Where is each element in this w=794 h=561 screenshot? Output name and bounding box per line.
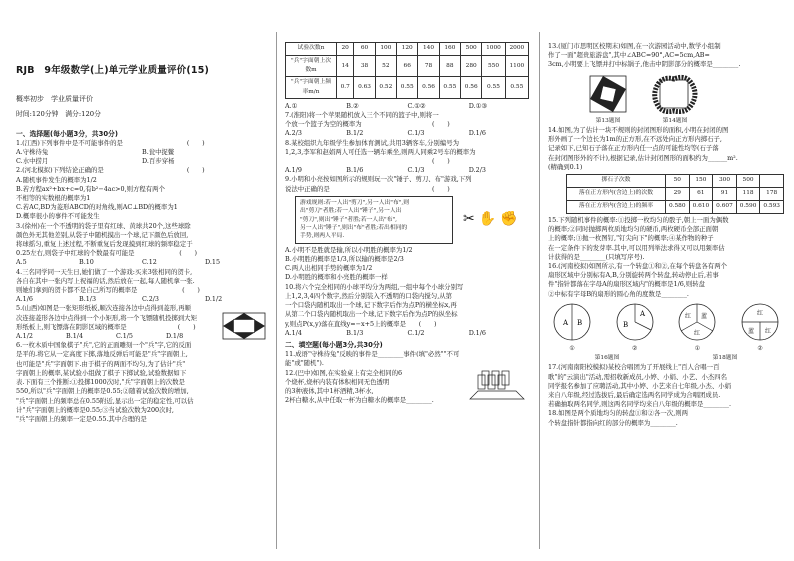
column-3 bbox=[548, 0, 784, 561]
spinner-18-1 bbox=[677, 302, 717, 354]
question-6: 6.一枚木质中国象棋子"兵",它的正面雕刻一个"兵"字,它的反面 bbox=[16, 341, 192, 350]
table-cell: 0.56 bbox=[461, 77, 482, 98]
figures-13-14 bbox=[588, 74, 784, 126]
table-cell: 0.55 bbox=[482, 77, 505, 98]
question-3: 3.(徐州)在一个不透明的袋子里有红球、黄球共20个,这些球除 bbox=[16, 221, 191, 230]
question-text: 来自八年级,经过选拔后,最后确定选两名同学成为合唱团成员. bbox=[548, 391, 721, 400]
question-text: 能"或"随机"). bbox=[285, 359, 324, 368]
table-cell: 掷石子次数 bbox=[567, 175, 666, 188]
question-text: 计获得的是________(只填写序号). bbox=[548, 252, 645, 261]
column-divider bbox=[276, 32, 277, 549]
question-text: 件"指针都落在字母A的扇形区域内"的概率是1/6,则转盘 bbox=[548, 280, 706, 289]
table-cell: 2000 bbox=[505, 43, 528, 56]
question-text: 是平的.将它从一定高度下掷,落地反弹后可能是"兵"字面朝上, bbox=[16, 350, 188, 359]
table-cell: 0.593 bbox=[760, 201, 784, 214]
column-divider bbox=[539, 32, 540, 549]
table-cell: 160 bbox=[439, 43, 460, 56]
question-14: 14.如图,为了估计一块不规则的封闭图形的面积,小明在封闭的图 bbox=[548, 126, 729, 135]
option-text: D.小明胜的概率和小亮胜的概率一样 bbox=[285, 273, 388, 282]
table-row bbox=[286, 77, 529, 98]
question-text: 作了一面"超贵旅游盘",其中∠ABC=90°,AC=5cm,AB= bbox=[548, 51, 710, 60]
table-cell: 61 bbox=[689, 188, 713, 201]
question-text: 0.25左右,则袋子中红球的个数最有可能是 ( ) bbox=[16, 249, 198, 258]
question-16: 16.(河南校拟)如图所示,有一个转盘①和②,在每个转盘各有两个 bbox=[548, 262, 727, 271]
question-text: "兵"字面朝上的频率一定是0.55.其中合理的是 bbox=[16, 414, 147, 423]
table-row bbox=[567, 201, 784, 214]
table-cell: 100 bbox=[375, 43, 396, 56]
question-text: 3cm,小明要上飞镖并打中标锅子,他击中阴影部分的概率是________. bbox=[548, 60, 741, 69]
question-text: 扇形区域中分别标有A,B,分别旋转两个转盘,转动停止后,若事 bbox=[548, 271, 719, 280]
question-5-block bbox=[16, 304, 268, 341]
question-5: 5.(山西)如图是一张矩形纸板,顺次连接各边中点得到菱形,再顺 bbox=[16, 304, 191, 313]
table-cell: 试验次数n bbox=[286, 43, 337, 56]
question-text: 在一定条件下的发芽率.其中,可以用列举法求得又可以用频率估 bbox=[548, 243, 725, 252]
table-cell bbox=[760, 175, 784, 188]
sector-label: 红 bbox=[756, 309, 763, 317]
table-cell: 0.580 bbox=[665, 201, 689, 214]
table-cell: 88 bbox=[439, 56, 460, 77]
table-cell: 140 bbox=[418, 43, 439, 56]
table-cell: 落在正方形内(含边上)的频率 bbox=[567, 201, 666, 214]
sector-label: 蓝 bbox=[747, 327, 754, 335]
option-text: B.若方程ax²+bx+c=0,有b²−4ac>0,则方程有两个 bbox=[16, 184, 165, 193]
question-4: 4.三名同学同一天生日,她们做了一个游戏:买来3张相同的贺卡, bbox=[16, 267, 193, 276]
table-cell: 178 bbox=[760, 188, 784, 201]
experiment-table bbox=[285, 42, 529, 99]
question-text: ②中标有字母B的扇形的圆心角的度数是________. bbox=[548, 289, 689, 298]
spinner-icon bbox=[677, 302, 717, 342]
question-text: 若确抽取两名同学,则这两名同学均来自八年级的概率是________. bbox=[548, 400, 731, 409]
table-row bbox=[567, 188, 784, 201]
question-12-block bbox=[285, 369, 530, 406]
table-cell: 500 bbox=[736, 175, 760, 188]
question-text: 1,2,3,李军和赵娟两人可任选一辆车乘坐,则两人同乘2号车的概率为 bbox=[285, 147, 476, 156]
question-text: 的3种液体,其中1杯酒精,3杯水, bbox=[285, 386, 374, 395]
question-text: 也可能是"兵"字面朝下.由于棋子的两面不均匀,为了估计"兵" bbox=[16, 359, 186, 368]
question-11: 11.成语"守株待兔"反映的事件是________事件(填"必然""不可 bbox=[285, 350, 460, 359]
column-1 bbox=[16, 0, 268, 561]
table-cell: 29 bbox=[665, 188, 689, 201]
spinner-id: ① bbox=[569, 346, 575, 353]
sector-label: A bbox=[563, 318, 569, 327]
sector-label: 蓝 bbox=[701, 312, 708, 320]
table-cell: 0.52 bbox=[375, 77, 396, 98]
figure-caption: 第16题图 bbox=[594, 355, 620, 362]
table-cell: 66 bbox=[397, 56, 418, 77]
page-subtitle: 概率初步 学业质量评价 bbox=[16, 95, 93, 104]
option-text: 不相等的实数根的概率为1 bbox=[16, 194, 91, 203]
spinner-icon bbox=[552, 302, 592, 342]
question-17: 17.(河南南阳校模拟)某校合唱团为了开展线上"百人合唱一百 bbox=[548, 363, 720, 372]
options: A.2/3 B.1/2 C.1/3 D.1/6 bbox=[285, 129, 486, 138]
figure-13 bbox=[588, 74, 628, 126]
section-heading: 一、选择题(每小题3分，共30分) bbox=[16, 129, 118, 138]
sector-label: 红 bbox=[685, 312, 692, 320]
table-cell: 1000 bbox=[482, 43, 505, 56]
table-row bbox=[286, 56, 529, 77]
question-text: 从第二个口袋内随机取出一个球,记下数字后作为点P的纵坐标 bbox=[285, 310, 458, 319]
question-text: 记录如下,已知石子落在正方形内任一点的可能性均等(石子落 bbox=[548, 144, 719, 153]
question-text: 字面朝上的概率,某试验小组做了棋子下掷试验,试验数据如下 bbox=[16, 368, 187, 377]
table-cell: "兵"字面朝上频率m/n bbox=[286, 77, 337, 98]
question-text: y,则点P(x,y)落在直线y=−x+5上的概率是 ( ) bbox=[285, 319, 437, 328]
section-heading: 二、填空题(每小题3分,共30分) bbox=[285, 340, 383, 349]
table-cell: 550 bbox=[482, 56, 505, 77]
options: A.1/9 B.1/6 C.1/3 D.2/3 bbox=[285, 166, 486, 175]
question-text: (精确到0.1) bbox=[548, 162, 583, 171]
exam-meta: 时间:120分钟 满分:120分 bbox=[16, 110, 101, 119]
column-2 bbox=[285, 0, 530, 561]
spinner-id: ② bbox=[757, 346, 763, 353]
question-text: 颜色外无其他差别,从袋子中随机摸出一个球,记下颜色后放回, bbox=[16, 230, 189, 239]
question-12: 12.(巴中)如图,在实验桌上有完全相同的6 bbox=[285, 368, 403, 377]
question-text: 说法中正确的是 ( ) bbox=[285, 184, 450, 193]
question-text: 同学报名参加了应聘活动,其中小婷、小艺来自七年级,小杰、小娟 bbox=[548, 381, 731, 390]
scissors-icon: ✂ bbox=[463, 211, 479, 228]
options: A.1/4 B.1/3 C.1/2 D.1/6 bbox=[285, 328, 486, 337]
question-text: ( ) bbox=[285, 157, 450, 166]
table-cell: 150 bbox=[689, 175, 713, 188]
table-cell: 0.55 bbox=[397, 77, 418, 98]
spinner-icon bbox=[615, 302, 655, 342]
table-cell: 38 bbox=[354, 56, 375, 77]
spinner-id: ② bbox=[632, 346, 638, 353]
spinner-16-1 bbox=[552, 302, 592, 354]
rectangle-rhombus-figure bbox=[222, 312, 266, 340]
spinner-16-2 bbox=[615, 302, 655, 354]
rock-icon: ✊ bbox=[500, 211, 522, 228]
table-cell: 91 bbox=[713, 188, 737, 201]
table-cell: "兵"字面朝上次数m bbox=[286, 56, 337, 77]
table-cell: 280 bbox=[461, 56, 482, 77]
options: A.5 B.10 C.12 D.15 bbox=[16, 258, 221, 267]
options: A.1/6 B.1/3 C.2/3 D.1/2 bbox=[16, 295, 223, 304]
figure-caption: 第13题图 bbox=[595, 117, 621, 124]
table-cell: 120 bbox=[397, 43, 418, 56]
question-10: 10.将六个完全相同的小球平均分为两组,一组中每个小球分别写 bbox=[285, 282, 464, 291]
table-cell: 0.55 bbox=[505, 77, 528, 98]
figure-caption: 第18题图 bbox=[712, 355, 738, 362]
option-text: A.小明不是胜就是输,所以小明胜的概率为1/2 bbox=[285, 245, 413, 254]
table-cell: 0.590 bbox=[736, 201, 760, 214]
table-row bbox=[286, 43, 529, 56]
table-cell: 1100 bbox=[505, 56, 528, 77]
table-cell: 60 bbox=[354, 43, 375, 56]
table-cell: 0.63 bbox=[354, 77, 375, 98]
question-text: 个转盘指针都指向红的部分的概率为________. bbox=[548, 418, 678, 427]
question-text: 形纸板上,则飞镖落在阴影区域的概率是 ( ) bbox=[16, 322, 196, 331]
sector-label: A bbox=[639, 309, 645, 318]
table-cell: 0.610 bbox=[689, 201, 713, 214]
figure-caption: 第14题图 bbox=[662, 117, 688, 124]
sector-label: 红 bbox=[694, 329, 701, 337]
question-13: 13.(厦门市思明区校期末)如图,在一次游园活动中,数学小组制 bbox=[548, 42, 721, 50]
option-text: A.随机事件发生的概率为1/2 bbox=[16, 175, 97, 184]
stone-throw-table bbox=[566, 174, 784, 214]
question-text: 在封闭图形外的不计),根据记录,估计封闭图形的面积约为______m². bbox=[548, 153, 738, 162]
page-title: RJB 9年级数学(上)单元学业质量评价(15) bbox=[16, 65, 210, 76]
question-text: "兵"字面朝上的频率总在0.55附近,显示出一定的稳定性,可以估 bbox=[16, 396, 194, 405]
spinner-id: ① bbox=[694, 346, 700, 353]
square-dartboard-figure bbox=[588, 74, 628, 114]
irregular-region-figure bbox=[652, 74, 698, 114]
question-text: 上的概率;③抛一枚图钉,"钉尖向下"的概率;④某作物的种子 bbox=[548, 234, 714, 243]
question-text: 将球摇匀,重复上述过程,不断重复后发现摸到红球的频率稳定于 bbox=[16, 240, 193, 249]
beakers-figure bbox=[466, 369, 528, 403]
table-cell: 0.55 bbox=[439, 77, 460, 98]
question-text: 则她们拿到的贺卡都不是自己所写的概率是 ( ) bbox=[16, 286, 200, 295]
table-cell: 0.7 bbox=[337, 77, 354, 98]
question-text: 上1,2,3,4四个数字,然后分别装入不透明的口袋内搅匀,从第 bbox=[285, 291, 453, 300]
question-text: 的概率;②同时抛掷两枚质地均匀的硬币,两枚硬币全部正面朝 bbox=[548, 225, 719, 234]
table-cell: 14 bbox=[337, 56, 354, 77]
table-cell: 0.607 bbox=[713, 201, 737, 214]
spinner-icon bbox=[740, 302, 780, 342]
spinner-18-2 bbox=[740, 302, 780, 354]
question-9: 9.小明和小亮按如图所示的规则玩一次"锤子、剪刀、布"游戏,下列 bbox=[285, 175, 472, 184]
question-18: 18.如图是两个质地均匀的转盘①和②各一次,则两 bbox=[548, 409, 689, 418]
paper-icon: ✋ bbox=[478, 211, 501, 228]
hand-gestures bbox=[463, 211, 522, 228]
sector-label: B bbox=[622, 320, 628, 329]
table-cell: 0.56 bbox=[418, 77, 439, 98]
question-text: 各自在其中一张内写上祝福的话,然后放在一起,每人随机拿一张. bbox=[16, 276, 195, 285]
question-text: 个烧杯,烧杯内装有体积相同无色透明 bbox=[285, 377, 390, 386]
question-text: 个放一个篮子为空的概率为 ( ) bbox=[285, 120, 450, 129]
sector-label: 红 bbox=[764, 327, 771, 335]
question-1: 1.(江西)下列事件中是不可能事件的是 ( ) bbox=[16, 138, 205, 147]
table-cell: 300 bbox=[713, 175, 737, 188]
question-text: 歌"的"云演出"活动,需招收新成员,小婷、小娟、小艺、小杰四名 bbox=[548, 372, 728, 381]
game-rules-box: 游戏规则:若一人出"剪刀",另一人出"布",则 出"剪刀"者胜;若一人出"锤子",另一人出 "剪刀",则出"锤子"者胜;若一人出"布", 另一人出"锤子",则出"布"者胜;若出相同的 手势,则两人平局. bbox=[295, 196, 453, 244]
figure-captions bbox=[548, 354, 784, 363]
table-cell: 118 bbox=[736, 188, 760, 201]
question-7: 7.(淮阳)将一个苹果随机放入三个不同的篮子中,则将一 bbox=[285, 111, 439, 120]
table-cell: 50 bbox=[665, 175, 689, 188]
question-text: 550,所以"兵"字面朝上的概率是0.55;②随着试验次数的增加, bbox=[16, 387, 189, 396]
options: A.1/2 B.1/4 C.1/5 D.1/8 bbox=[16, 332, 184, 341]
options: A.① B.② C.①② D.①③ bbox=[285, 101, 488, 110]
question-8: 8.某校组织九年级学生参加体育测试,共用3辆客车,分别编号为 bbox=[285, 138, 459, 147]
table-row bbox=[567, 175, 784, 188]
figure-14 bbox=[652, 74, 698, 126]
question-text: 表.下面有三个推断:①投掷1000次时,"兵"字面朝上的次数是 bbox=[16, 378, 185, 387]
question-text: 次连接菱形各边中点得到一个小矩形,将一个飞镖随机投掷到大矩 bbox=[16, 313, 197, 322]
sector-label: B bbox=[577, 318, 583, 327]
question-text: 2杯白糖水,从中任取一杯为白糖水的概率是________. bbox=[285, 396, 434, 405]
table-cell: 500 bbox=[461, 43, 482, 56]
options: C.水中捞月 D.百步穿杨 bbox=[16, 157, 175, 166]
question-15: 15.下列随机事件的概率:①投掷一枚均匀的骰子,朝上一面为偶数 bbox=[548, 216, 729, 225]
spinner-figures bbox=[548, 302, 784, 354]
table-cell: 78 bbox=[418, 56, 439, 77]
options: A.守株待兔 B.瓮中捉鳖 bbox=[16, 148, 175, 157]
question-text: 一个口袋内随机取出一个球,记下数字后作为点P的横坐标x,再 bbox=[285, 301, 457, 310]
question-2: 2.(河北模拟)下列结论正确的是 ( ) bbox=[16, 166, 205, 175]
option-text: D.概率很小的事件不可能发生 bbox=[16, 212, 100, 221]
rules-block bbox=[285, 194, 530, 246]
option-text: B.小明胜的概率是1/3,所以输的概率是2/3 bbox=[285, 255, 404, 264]
table-cell: 52 bbox=[375, 56, 396, 77]
table-cell: 20 bbox=[337, 43, 354, 56]
question-text: 计"兵"字面朝上的概率是0.55;③当试验次数为200次时, bbox=[16, 405, 174, 414]
option-text: C.两人出相同手势的概率为1/2 bbox=[285, 264, 373, 273]
table-cell: 落在正方形内(含边上)的次数 bbox=[567, 188, 666, 201]
question-text: 形外画了一个边长为1m的正方形,在不远处向正方形内掷石子, bbox=[548, 135, 722, 144]
option-text: C.若AC,BD为菱形ABCD的对角线,则AC⊥BD的概率为1 bbox=[16, 203, 178, 212]
